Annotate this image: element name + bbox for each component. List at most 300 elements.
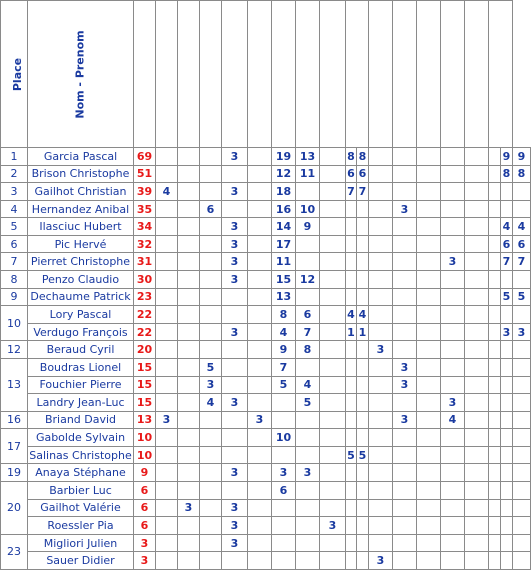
total-points-cell: 22 — [134, 306, 156, 324]
points-cell — [417, 534, 441, 552]
points-cell — [178, 446, 200, 464]
points-cell — [248, 218, 272, 236]
points-cell — [465, 306, 489, 324]
points-cell — [393, 235, 417, 253]
points-cell — [393, 148, 417, 166]
points-cell — [346, 394, 357, 412]
points-cell — [513, 446, 531, 464]
name-cell: Salinas Christophe — [28, 446, 134, 464]
name-cell: Barbier Luc — [28, 481, 134, 499]
points-cell — [222, 200, 248, 218]
points-cell — [200, 517, 222, 535]
points-cell — [393, 288, 417, 306]
points-cell — [296, 358, 320, 376]
points-cell — [200, 446, 222, 464]
points-cell — [489, 323, 501, 341]
points-cell — [296, 517, 320, 535]
points-cell: 9 — [272, 341, 296, 359]
name-cell: Beraud Cyril — [28, 341, 134, 359]
points-cell — [248, 235, 272, 253]
points-cell — [320, 323, 346, 341]
points-cell — [417, 271, 441, 289]
points-cell — [357, 341, 369, 359]
points-cell — [441, 288, 465, 306]
points-cell — [272, 411, 296, 429]
points-cell: 5 — [501, 288, 513, 306]
points-cell — [417, 218, 441, 236]
points-cell — [156, 218, 178, 236]
total-points-cell: 51 — [134, 165, 156, 183]
points-cell: 4 — [272, 323, 296, 341]
points-cell — [272, 534, 296, 552]
points-cell — [200, 411, 222, 429]
points-cell — [200, 271, 222, 289]
points-cell — [489, 306, 501, 324]
points-cell: 3 — [393, 358, 417, 376]
total-points-cell: 31 — [134, 253, 156, 271]
points-cell — [417, 376, 441, 394]
points-cell — [513, 499, 531, 517]
points-cell — [501, 464, 513, 482]
points-cell: 9 — [501, 148, 513, 166]
points-cell — [369, 499, 393, 517]
place-cell: 5 — [1, 218, 28, 236]
points-cell: 6 — [346, 165, 357, 183]
points-cell — [178, 200, 200, 218]
points-cell: 5 — [296, 394, 320, 412]
points-cell — [296, 552, 320, 570]
points-cell — [320, 376, 346, 394]
place-cell: 3 — [1, 183, 28, 201]
points-cell — [441, 235, 465, 253]
points-cell — [156, 358, 178, 376]
points-cell — [417, 323, 441, 341]
points-cell — [222, 376, 248, 394]
points-cell — [417, 148, 441, 166]
points-cell — [417, 341, 441, 359]
points-cell — [178, 341, 200, 359]
points-cell — [369, 534, 393, 552]
points-cell — [465, 323, 489, 341]
place-cell: 23 — [1, 534, 28, 569]
points-cell — [369, 183, 393, 201]
points-cell — [296, 499, 320, 517]
total-points-cell: 15 — [134, 394, 156, 412]
points-cell — [200, 148, 222, 166]
points-cell — [178, 464, 200, 482]
points-cell — [369, 376, 393, 394]
points-cell — [320, 481, 346, 499]
place-cell: 12 — [1, 341, 28, 359]
points-cell — [320, 411, 346, 429]
total-points-cell: 6 — [134, 499, 156, 517]
points-cell — [369, 411, 393, 429]
points-cell — [489, 499, 501, 517]
points-cell — [513, 534, 531, 552]
points-cell: 3 — [156, 411, 178, 429]
name-cell: Gabolde Sylvain — [28, 429, 134, 447]
points-cell: 4 — [441, 411, 465, 429]
points-cell: 8 — [357, 148, 369, 166]
points-cell — [357, 394, 369, 412]
points-cell — [156, 323, 178, 341]
points-cell — [369, 165, 393, 183]
points-cell — [441, 376, 465, 394]
points-cell: 6 — [296, 306, 320, 324]
points-cell — [346, 341, 357, 359]
points-cell: 3 — [393, 411, 417, 429]
place-cell: 6 — [1, 235, 28, 253]
points-cell: 7 — [357, 183, 369, 201]
points-cell — [346, 429, 357, 447]
header-name: Nom - Prenom — [28, 1, 134, 148]
points-cell — [501, 376, 513, 394]
points-cell: 12 — [272, 165, 296, 183]
points-cell — [357, 218, 369, 236]
points-cell — [369, 464, 393, 482]
points-cell: 19 — [272, 148, 296, 166]
points-cell — [465, 499, 489, 517]
points-cell — [296, 183, 320, 201]
points-cell: 3 — [200, 376, 222, 394]
table-row — [1, 499, 531, 517]
header-event — [178, 1, 200, 148]
points-cell — [501, 341, 513, 359]
points-cell — [296, 411, 320, 429]
points-cell: 10 — [296, 200, 320, 218]
points-cell — [393, 481, 417, 499]
points-cell: 6 — [501, 235, 513, 253]
points-cell — [393, 306, 417, 324]
points-cell — [357, 481, 369, 499]
points-cell — [156, 534, 178, 552]
points-cell — [248, 165, 272, 183]
ranking-body — [1, 148, 531, 570]
points-cell — [156, 235, 178, 253]
points-cell: 4 — [513, 218, 531, 236]
points-cell — [320, 394, 346, 412]
points-cell: 7 — [346, 183, 357, 201]
points-cell — [489, 271, 501, 289]
total-points-cell: 15 — [134, 376, 156, 394]
name-cell: Landry Jean-Luc — [28, 394, 134, 412]
points-cell — [296, 235, 320, 253]
points-cell: 15 — [272, 271, 296, 289]
points-cell: 5 — [513, 288, 531, 306]
place-cell: 10 — [1, 306, 28, 341]
total-points-cell: 10 — [134, 429, 156, 447]
total-points-cell: 34 — [134, 218, 156, 236]
points-cell — [346, 218, 357, 236]
points-cell — [178, 429, 200, 447]
table-row — [1, 481, 531, 499]
points-cell — [248, 517, 272, 535]
points-cell — [357, 288, 369, 306]
points-cell — [296, 446, 320, 464]
points-cell — [200, 534, 222, 552]
points-cell — [178, 288, 200, 306]
points-cell: 3 — [441, 394, 465, 412]
points-cell — [320, 534, 346, 552]
points-cell — [178, 306, 200, 324]
points-cell — [200, 235, 222, 253]
table-row — [1, 183, 531, 201]
points-cell: 8 — [513, 165, 531, 183]
points-cell: 8 — [501, 165, 513, 183]
points-cell: 3 — [248, 411, 272, 429]
points-cell — [200, 429, 222, 447]
header-event — [272, 1, 296, 148]
points-cell — [465, 218, 489, 236]
points-cell: 4 — [501, 218, 513, 236]
points-cell — [320, 499, 346, 517]
points-cell — [513, 552, 531, 570]
points-cell — [489, 552, 501, 570]
points-cell — [369, 218, 393, 236]
points-cell — [441, 534, 465, 552]
points-cell — [222, 446, 248, 464]
points-cell — [501, 429, 513, 447]
points-cell: 4 — [346, 306, 357, 324]
points-cell — [200, 288, 222, 306]
points-cell — [357, 552, 369, 570]
points-cell — [369, 481, 393, 499]
points-cell: 4 — [200, 394, 222, 412]
points-cell — [489, 253, 501, 271]
points-cell — [369, 148, 393, 166]
total-points-cell: 3 — [134, 534, 156, 552]
points-cell — [441, 446, 465, 464]
header-event — [156, 1, 178, 148]
points-cell — [513, 200, 531, 218]
points-cell — [465, 271, 489, 289]
points-cell: 13 — [272, 288, 296, 306]
points-cell: 3 — [320, 517, 346, 535]
points-cell — [320, 235, 346, 253]
points-cell — [320, 148, 346, 166]
total-points-cell: 6 — [134, 517, 156, 535]
points-cell — [369, 288, 393, 306]
points-cell — [357, 499, 369, 517]
points-cell — [272, 499, 296, 517]
points-cell — [320, 271, 346, 289]
points-cell — [320, 429, 346, 447]
points-cell — [489, 235, 501, 253]
points-cell — [248, 200, 272, 218]
points-cell — [156, 271, 178, 289]
points-cell — [489, 464, 501, 482]
name-cell: Hernandez Anibal — [28, 200, 134, 218]
points-cell — [178, 411, 200, 429]
points-cell — [417, 499, 441, 517]
table-row — [1, 288, 531, 306]
points-cell — [369, 323, 393, 341]
points-cell — [296, 534, 320, 552]
name-cell: Roessler Pia — [28, 517, 134, 535]
points-cell — [248, 253, 272, 271]
points-cell — [178, 358, 200, 376]
points-cell: 3 — [222, 183, 248, 201]
header-event — [441, 1, 465, 148]
points-cell — [346, 235, 357, 253]
points-cell — [465, 200, 489, 218]
name-cell: Ilasciuc Hubert — [28, 218, 134, 236]
points-cell: 3 — [501, 323, 513, 341]
total-points-cell: 35 — [134, 200, 156, 218]
points-cell: 16 — [272, 200, 296, 218]
points-cell — [513, 429, 531, 447]
points-cell: 18 — [272, 183, 296, 201]
name-cell: Fouchier Pierre — [28, 376, 134, 394]
name-cell: Garcia Pascal — [28, 148, 134, 166]
points-cell: 3 — [369, 341, 393, 359]
points-cell — [417, 358, 441, 376]
points-cell — [222, 481, 248, 499]
points-cell — [156, 552, 178, 570]
points-cell — [513, 517, 531, 535]
points-cell — [156, 517, 178, 535]
points-cell — [346, 376, 357, 394]
points-cell — [501, 446, 513, 464]
points-cell — [489, 341, 501, 359]
points-cell: 4 — [156, 183, 178, 201]
points-cell — [156, 376, 178, 394]
place-cell: 2 — [1, 165, 28, 183]
points-cell: 3 — [178, 499, 200, 517]
points-cell: 4 — [296, 376, 320, 394]
points-cell — [369, 446, 393, 464]
place-cell: 19 — [1, 464, 28, 482]
points-cell — [501, 306, 513, 324]
points-cell — [248, 358, 272, 376]
name-cell: Briand David — [28, 411, 134, 429]
header-event — [489, 1, 513, 148]
points-cell: 8 — [272, 306, 296, 324]
place-cell: 4 — [1, 200, 28, 218]
table-row — [1, 235, 531, 253]
header-total-points — [134, 1, 156, 148]
points-cell — [156, 165, 178, 183]
points-cell — [465, 288, 489, 306]
points-cell — [248, 534, 272, 552]
points-cell — [513, 358, 531, 376]
place-cell: 17 — [1, 429, 28, 464]
points-cell — [357, 253, 369, 271]
table-row — [1, 323, 531, 341]
points-cell — [248, 429, 272, 447]
points-cell: 3 — [222, 323, 248, 341]
points-cell: 3 — [272, 464, 296, 482]
points-cell — [441, 517, 465, 535]
points-cell — [222, 306, 248, 324]
points-cell — [489, 148, 501, 166]
points-cell — [501, 517, 513, 535]
table-row — [1, 411, 531, 429]
points-cell — [320, 183, 346, 201]
place-cell: 7 — [1, 253, 28, 271]
points-cell — [465, 148, 489, 166]
table-row — [1, 429, 531, 447]
points-cell — [369, 235, 393, 253]
name-cell: Verdugo François — [28, 323, 134, 341]
points-cell — [346, 481, 357, 499]
points-cell — [369, 271, 393, 289]
points-cell — [441, 429, 465, 447]
points-cell — [465, 253, 489, 271]
points-cell: 8 — [296, 341, 320, 359]
points-cell — [465, 517, 489, 535]
points-cell — [465, 358, 489, 376]
table-row — [1, 358, 531, 376]
points-cell — [393, 534, 417, 552]
points-cell — [441, 183, 465, 201]
points-cell — [178, 148, 200, 166]
points-cell: 6 — [272, 481, 296, 499]
points-cell — [156, 148, 178, 166]
points-cell — [501, 358, 513, 376]
place-cell: 8 — [1, 271, 28, 289]
points-cell — [501, 394, 513, 412]
points-cell — [156, 341, 178, 359]
points-cell — [200, 341, 222, 359]
total-points-cell: 39 — [134, 183, 156, 201]
points-cell: 13 — [296, 148, 320, 166]
total-points-cell: 13 — [134, 411, 156, 429]
name-cell: Migliori Julien — [28, 534, 134, 552]
header-event — [296, 1, 320, 148]
points-cell — [489, 218, 501, 236]
points-cell — [296, 481, 320, 499]
points-cell — [501, 200, 513, 218]
points-cell: 3 — [393, 376, 417, 394]
points-cell — [489, 358, 501, 376]
table-row — [1, 200, 531, 218]
name-cell: Anaya Stéphane — [28, 464, 134, 482]
points-cell — [513, 376, 531, 394]
points-cell — [441, 358, 465, 376]
points-cell: 1 — [346, 323, 357, 341]
points-cell: 3 — [369, 552, 393, 570]
header-event — [417, 1, 441, 148]
points-cell — [501, 271, 513, 289]
header-event — [320, 1, 346, 148]
points-cell: 5 — [200, 358, 222, 376]
points-cell — [357, 235, 369, 253]
points-cell — [465, 552, 489, 570]
points-cell — [417, 429, 441, 447]
points-cell — [156, 306, 178, 324]
points-cell: 6 — [200, 200, 222, 218]
points-cell: 6 — [513, 235, 531, 253]
points-cell — [417, 481, 441, 499]
table-row — [1, 534, 531, 552]
points-cell — [501, 534, 513, 552]
table-row — [1, 517, 531, 535]
points-cell: 3 — [222, 253, 248, 271]
points-cell — [222, 341, 248, 359]
total-points-cell: 30 — [134, 271, 156, 289]
points-cell — [156, 429, 178, 447]
points-cell — [178, 271, 200, 289]
points-cell — [393, 323, 417, 341]
points-cell — [357, 411, 369, 429]
points-cell — [489, 200, 501, 218]
points-cell — [513, 411, 531, 429]
points-cell — [222, 552, 248, 570]
points-cell — [357, 271, 369, 289]
points-cell — [346, 253, 357, 271]
points-cell — [272, 394, 296, 412]
